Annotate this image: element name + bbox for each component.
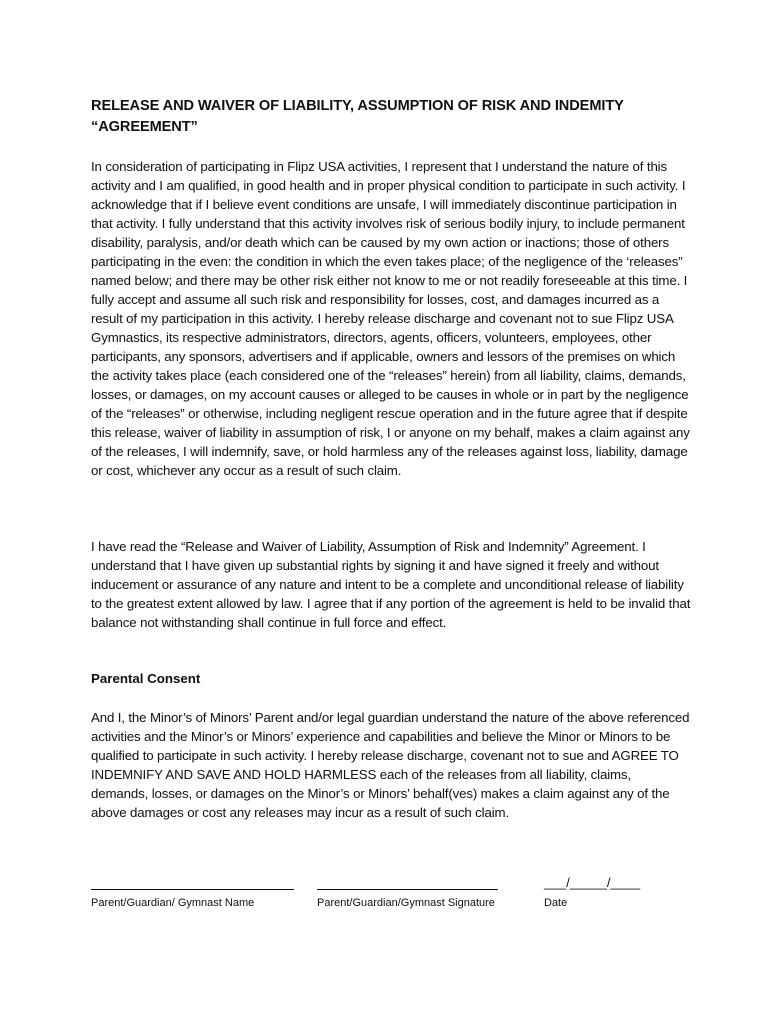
paragraph-consideration: In consideration of participating in Flipz USA activities, I represent that I understand the nature of this activity and I am qualified, in good health and in proper physical condition to participate in such activity. I acknowledge that if I believe event conditions are unsafe, I will immediately discontinue participation in that activity. I fully understand that this activity involves risk of serious bodily injury, to include permanent disability, paralysis, and/or death which can be caused by my own action or inactions; those of others participating in the even: the condition in which the even takes place; of the negligence of the ‘releases” named below; and there may be other risk either not know to me or not readily foreseeable at this time. I fully accept and assume all such risk and responsibility for losses, cost, and damages incurred as a result of my participation in this activity. I hereby release discharge and covenant not to sue Flipz USA Gymnastics, its respective administrators, directors, agents, officers, volunteers, employees, other participants, any sponsors, advertisers and if applicable, owners and lessors of the premises on which the activity takes place (each considered one of the “releases” herein) from all liability, claims, demands, losses, or damages, on my account causes or alleged to be causes in whole or in part by the negligence of the “releases” or otherwise, including negligent rescue operation and in the future agree that if despite this release, waiver of liability in assumption of risk, I or anyone on my behalf, makes a claim against any of the releases, I will indemnify, save, or hold harmless any of the releases against loss, liability, damage or cost, whichever any occur as a result of such claim. xyxy=(91,159,690,478)
paragraph-acknowledgement: I have read the “Release and Waiver of Liability, Assumption of Risk and Indemnity” Agreement. I understand that I have given up substantial rights by signing it and have signed it freely and without inducement or assurance of any nature and intent to be a complete and unconditional release of liability to the greatest extent allowed by law. I agree that if any portion of the agreement is held to be invalid that balance not withstanding shall continue in full force and effect. xyxy=(91,539,691,630)
section-heading-parental-consent: Parental Consent xyxy=(91,671,201,686)
date-field-label: Date xyxy=(544,897,568,909)
name-signature-line[interactable] xyxy=(91,889,294,890)
signature-line[interactable] xyxy=(317,889,498,890)
name-field-label: Parent/Guardian/ Gymnast Name xyxy=(91,897,255,909)
document-title: RELEASE AND WAIVER OF LIABILITY, ASSUMPTION OF RISK AND INDEMITY “AGREEMENT” xyxy=(91,98,624,135)
signature-field-label: Parent/Guardian/Gymnast Signature xyxy=(317,897,495,909)
paragraph-parental-consent: And I, the Minor’s of Minors’ Parent and/or legal guardian understand the nature of the above referenced activities and the Minor’s or Minors’ experience and capabilities and believe the Minor or Minors to be qualified to participate in such activity. I hereby release discharge, covenant not to sue and AGREE TO INDEMNIFY AND SAVE AND HOLD HARMLESS each of the releases from all liability, claims, demands, losses, or damages on the Minor’s or Minors’ behalf(ves) makes a claim against any of the above damages or cost any releases may incur as a result of such claim. xyxy=(91,710,690,820)
date-field-blanks[interactable]: ___/_____/____ xyxy=(544,875,641,890)
